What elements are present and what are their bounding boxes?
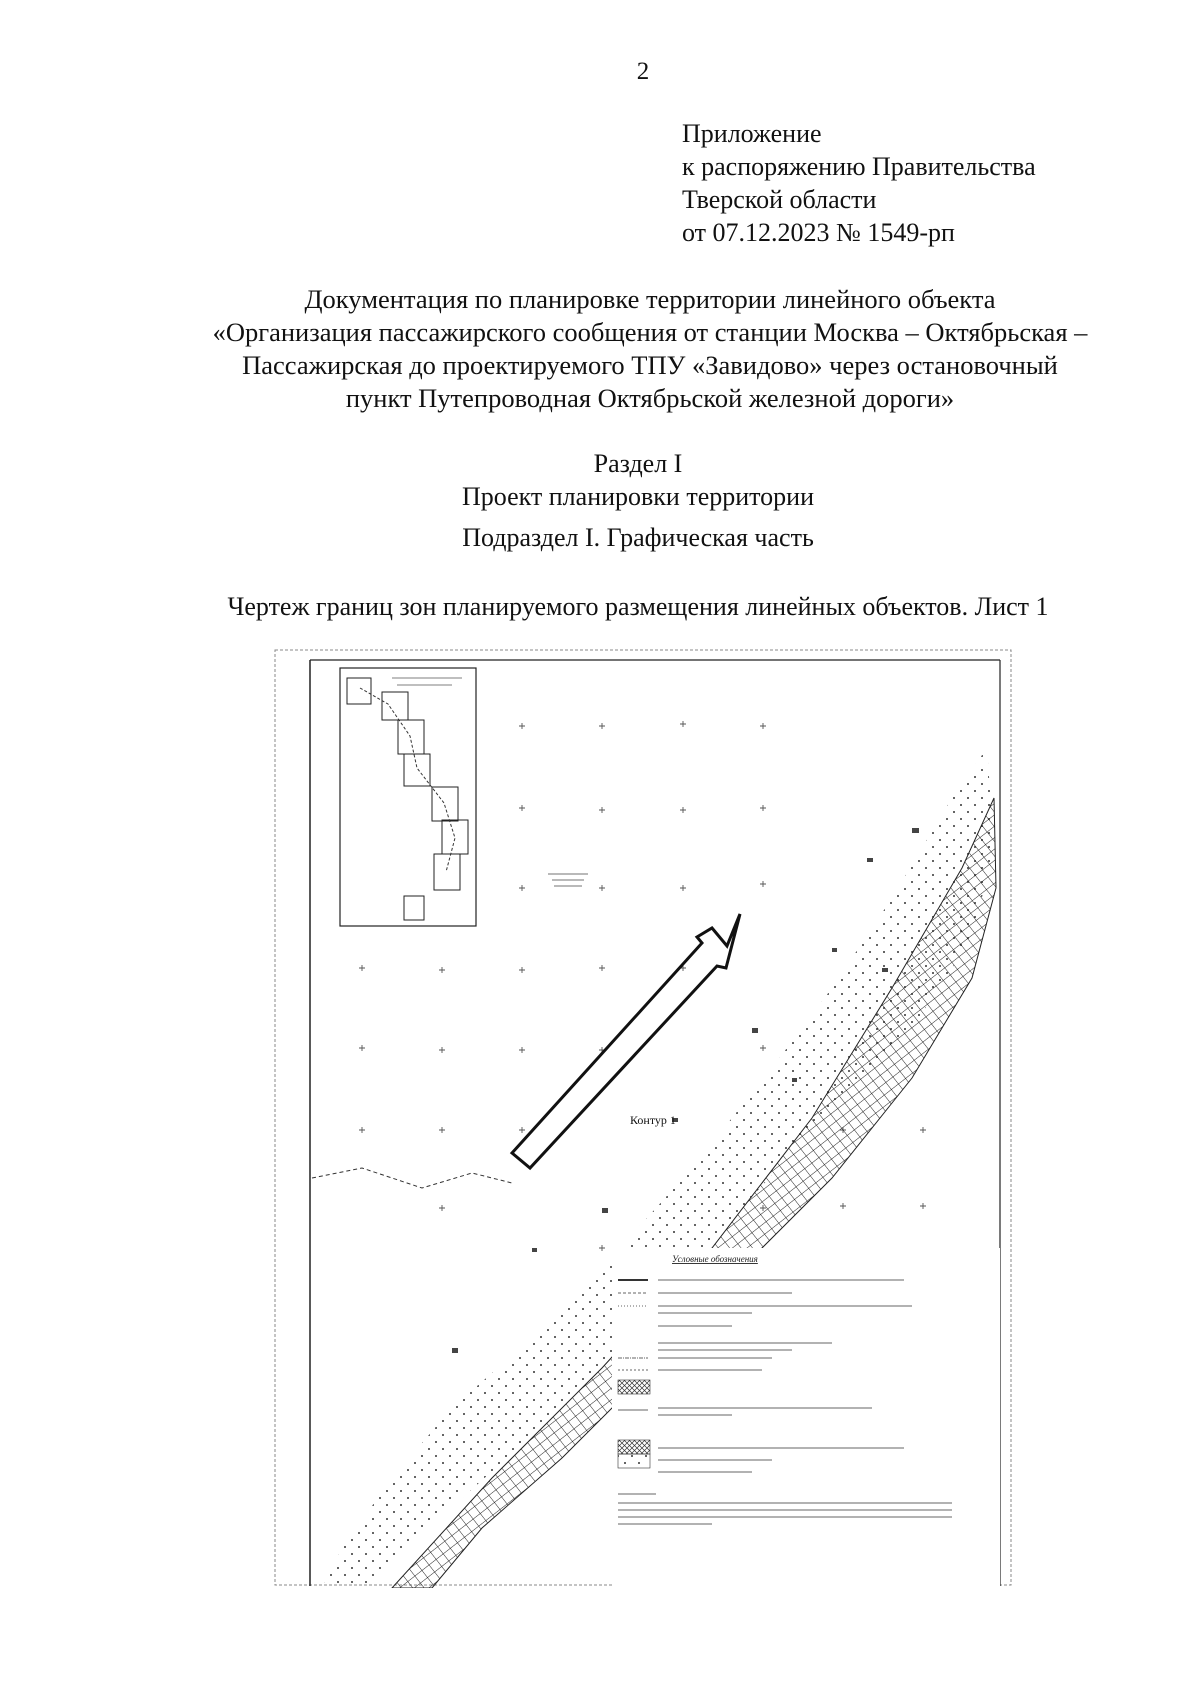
section-name: Проект планировки территории: [461, 482, 815, 511]
place-label: [548, 874, 588, 886]
legend-title: Условные обозначения: [672, 1254, 758, 1264]
section-heading: [0, 447, 1200, 513]
planned-placement-contour: [512, 914, 740, 1168]
appendix-line: Приложение: [682, 119, 822, 148]
overview-inset: [340, 668, 476, 926]
appendix-line: Тверской области: [682, 185, 877, 214]
title-line: «Организация пассажирского сообщения от станции Москва – Октябрьская –: [212, 317, 1088, 347]
map-legend: [612, 1248, 1000, 1586]
title-line: Документация по планировке территории линейного объекта: [304, 284, 996, 314]
access-road: [312, 1168, 512, 1188]
subsection-heading: Подраздел I. Графическая часть: [462, 523, 814, 552]
appendix-line: к распоряжению Правительства: [682, 152, 1036, 181]
page-number: 2: [636, 58, 650, 85]
appendix-header: [682, 117, 1036, 249]
title-line: Пассажирская до проектируемого ТПУ «Завидово» через остановочный: [242, 350, 1058, 380]
title-line: пункт Путепроводная Октябрьской железной дороги»: [345, 383, 955, 413]
document-title: [150, 283, 1150, 415]
contour-label: Контур 1: [630, 1113, 676, 1127]
drawing-caption: Чертеж границ зон планируемого размещения линейных объектов. Лист 1: [227, 592, 1049, 621]
appendix-line: от 07.12.2023 № 1549-рп: [682, 218, 955, 247]
planning-map: [272, 648, 1014, 1588]
section-number: Раздел I: [593, 449, 683, 478]
